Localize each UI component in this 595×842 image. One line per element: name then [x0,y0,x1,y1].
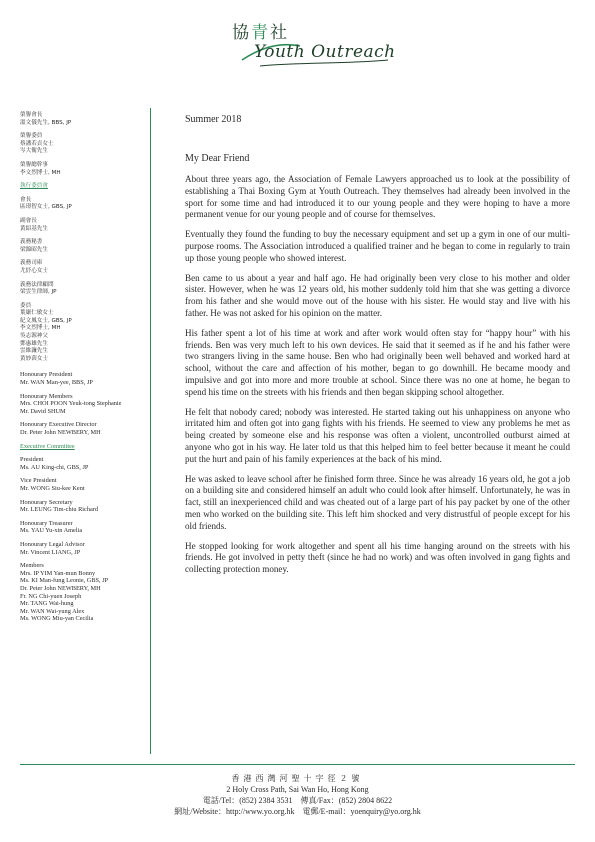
letter-date: Summer 2018 [185,114,242,125]
letter-paragraph: Eventually they found the funding to buy the necessary equipment and set up a gym in one of our multi-purpose rooms. The Association introduced a qualified trainer and he began to come in regularly to train up those young people who showed interest. [185,229,570,263]
sidebar-en-group [20,499,148,514]
sidebar-cn-member-name: 紀文鳳女士, GBS, JP [20,317,72,324]
footer-web-email[interactable]: 網址/Website：http://www.yo.org.hk 電郵/E-mail：yoenquiry@yo.org.hk [174,807,421,816]
letter-paragraphs [185,174,570,576]
sidebar-cn-group [20,162,148,177]
footer-contact [0,773,595,817]
sidebar-committee-list [20,112,148,629]
sidebar-cn-role-title: 會長 [20,196,32,203]
sidebar-chinese-section [20,112,148,363]
letter-paragraph: Ben came to us about a year and half ago. He had originally been very close to his mother and older sister. However, when he was 12 years old, his mother suddenly told him that she was getting a divorce from his father and she would move out of the house with his sister. He would stay and live with his father. He was not asked for his opinion on the matter. [185,272,570,318]
sidebar-divider [150,108,151,754]
sidebar-cn-role-title: 義務秘書 [20,239,43,246]
letter-paragraph: He stopped looking for work altogether and spent all his time hanging around on the streets with his friends. He got involved in petty theft (since he had no work) and was often involved in gang fights and collecting protection money. [185,540,570,575]
sidebar-en-member-name: Mrs. CHOI POON Yeuk-tong Stephanie [20,400,122,408]
letter-body [185,114,570,584]
sidebar-en-group [20,456,148,471]
sidebar-en-member-name: Mr. David SHUM [20,407,66,415]
sidebar-cn-member-name: 吳志源神父 [20,333,48,340]
sidebar-en-member-name: Mr. WAN Man-yee, BBS, JP [20,379,93,387]
logo-char-3: 社 [270,23,289,42]
sidebar-cn-member-name: 黃紹基先生 [20,225,48,232]
sidebar-en-member-name: Fr. NG Chi-yuen Joseph [20,592,82,600]
sidebar-cn-role-title: 榮譽總幹事 [20,161,48,168]
sidebar-en-member-name: Mr. TANG Wai-hung [20,600,74,608]
sidebar-cn-member-name: 梁雲生律師, JP [20,289,57,296]
sidebar-en-group [20,477,148,492]
sidebar-cn-role-title: 義務司庫 [20,260,43,267]
footer-rule [20,764,575,765]
sidebar-en-member-name: Ms. AU King-chi, GBS, JP [20,463,89,471]
sidebar-cn-member-name: 李文烈博士, MH [20,325,61,332]
sidebar-cn-group [20,303,148,364]
letter-paragraph: He felt that nobody cared; nobody was interested. He started taking out his unhappiness on anyone who irritated him and often got into gang fights with his friends. He seemed to view any problems he met as being created by someone else and his response was often a violent, uncontrolled outburst aimed at anyone who got in his way. He later told us that this helped him to feel better because it meant he could put the hurt and pain of his family experiences at the back of his mind. [185,406,570,464]
logo-char-1: 協 [232,23,251,42]
sidebar-cn-group [20,218,148,233]
sidebar-en-member-name: Mr. Vincent LIANG, JP [20,548,81,556]
sidebar-en-member-name: Mr. LEUNG Tim-chiu Richard [20,506,99,514]
sidebar-en-member-name: Mr. WAN Wai-yung Alex [20,607,85,615]
letter-salutation: My Dear Friend [185,153,250,164]
sidebar-cn-role-title: 執行委員會 [20,183,48,190]
sidebar-cn-member-name: 尤紓心女士 [20,267,48,274]
sidebar-cn-group [20,197,148,212]
sidebar-en-group [20,421,148,436]
sidebar-en-role-title: Executive Committee [20,442,75,450]
sidebar-en-member-name: Ms. KI Man-fung Leonie, GBS, JP [20,577,109,585]
logo-english-name: Youth Outreach [254,42,396,62]
sidebar-en-group [20,562,148,623]
letter-paragraph: His father spent a lot of his time at work and after work would often stay for “happy hour” with his friends. Ben was very much left to his own devices. He said that it seemed as if he and his father were two strangers living in the same house. Ben who had originally been well behaved and worked hard at school, without the care and affection of his mother, began to go downhill. He became moody and impulsive and got into more and more trouble at school. Since there was no one at home, he began to spend his time on the streets with his friends and then began skipping school altogether. [185,327,570,397]
sidebar-cn-member-name: 鄧惠雄先生 [20,340,48,347]
logo-char-2: 青 [251,23,270,42]
org-logo [232,18,396,68]
sidebar-en-role-title: Honourary Legal Advisor [20,540,85,548]
sidebar-cn-role-title: 義務法律顧問 [20,281,54,288]
sidebar-en-group [20,520,148,535]
sidebar-cn-member-name: 李文烈博士, MH [20,169,61,176]
sidebar-cn-member-name: 雲維濂先生 [20,348,48,355]
sidebar-en-role-title: Honourary Secretary [20,498,73,506]
sidebar-cn-group [20,133,148,156]
sidebar-en-role-title: Vice President [20,477,57,485]
sidebar-en-group [20,541,148,556]
sidebar-en-role-title: Honourary Treasurer [20,519,73,527]
sidebar-cn-member-name: 梁錦昭先生 [20,246,48,253]
sidebar-cn-group [20,112,148,127]
sidebar-en-group [20,393,148,416]
sidebar-en-member-name: Mr. WONG Siu-kee Kent [20,484,85,492]
sidebar-en-role-title: Honourary Executive Director [20,421,97,429]
sidebar-cn-group [20,239,148,254]
sidebar-en-member-name: Dr. Peter John NEWBERY, MH [20,429,101,436]
sidebar-en-member-name: Ms. YAU Yu-xin Amelia [20,527,83,535]
sidebar-en-role-title: Members [20,562,44,570]
sidebar-cn-group [20,282,148,297]
sidebar-en-member-name: Ms. WONG Miu-yan Cecilia [20,615,94,623]
sidebar-en-role-title: Honourary President [20,371,73,379]
sidebar-en-group [20,443,148,451]
sidebar-cn-member-name: 黃妙茵女士 [20,355,48,362]
sidebar-cn-member-name: 蔡潘若貞女士 [20,140,54,147]
sidebar-en-role-title: President [20,456,44,464]
sidebar-cn-group [20,260,148,275]
sidebar-cn-role-title: 榮譽會長 [20,112,43,118]
sidebar-en-role-title: Honourary Members [20,392,73,400]
footer-phone-fax: 電話/Tel：(852) 2384 3531 傳真/Fax：(852) 2804 8622 [202,796,393,805]
sidebar-en-member-name: Dr. Peter John NEWBERY, MH [20,584,101,592]
sidebar-cn-role-title: 委員 [20,302,32,309]
sidebar-cn-member-name: 岑大衛先生 [20,148,48,155]
sidebar-cn-member-name: 葉嚴仁敏女士 [20,310,54,317]
footer-address-chinese: 香港西灣河聖十字徑２號 [231,774,364,783]
letter-paragraph: He was asked to leave school after he finished form three. Since he was already 16 years old, he got a job on a building site and considered himself an adult who could look after himself. Unfortunately, he was in fact, still an inexperienced child and was cheated out of a large part of his pay packet by one of the other men who worked on the building site. This left him shocked and very distrustful of people except for his old friends. [185,473,570,531]
letter-paragraph: About three years ago, the Association of Female Lawyers approached us to look at the possibility of establishing a Thai Boxing Gym at Youth Outreach. They themselves had already been involved in the sport for some time and had introduced it to our young people and they were hoping to have a more permanent venue for our young people and of course for themselves. [185,174,570,220]
footer-address-english: 2 Holy Cross Path, Sai Wan Ho, Hong Kong [226,785,369,794]
sidebar-cn-member-name: 區璟智女士, GBS, JP [20,204,72,211]
sidebar-en-group [20,371,148,386]
sidebar-cn-group [20,183,148,191]
sidebar-cn-role-title: 副會長 [20,217,37,224]
sidebar-cn-member-name: 溫文儀先生, BBS, JP [20,119,72,126]
sidebar-english-section [20,371,148,622]
sidebar-en-member-name: Mrs. IP YIM Yan-mun Bonny [20,569,96,577]
sidebar-cn-role-title: 榮譽委員 [20,133,43,140]
